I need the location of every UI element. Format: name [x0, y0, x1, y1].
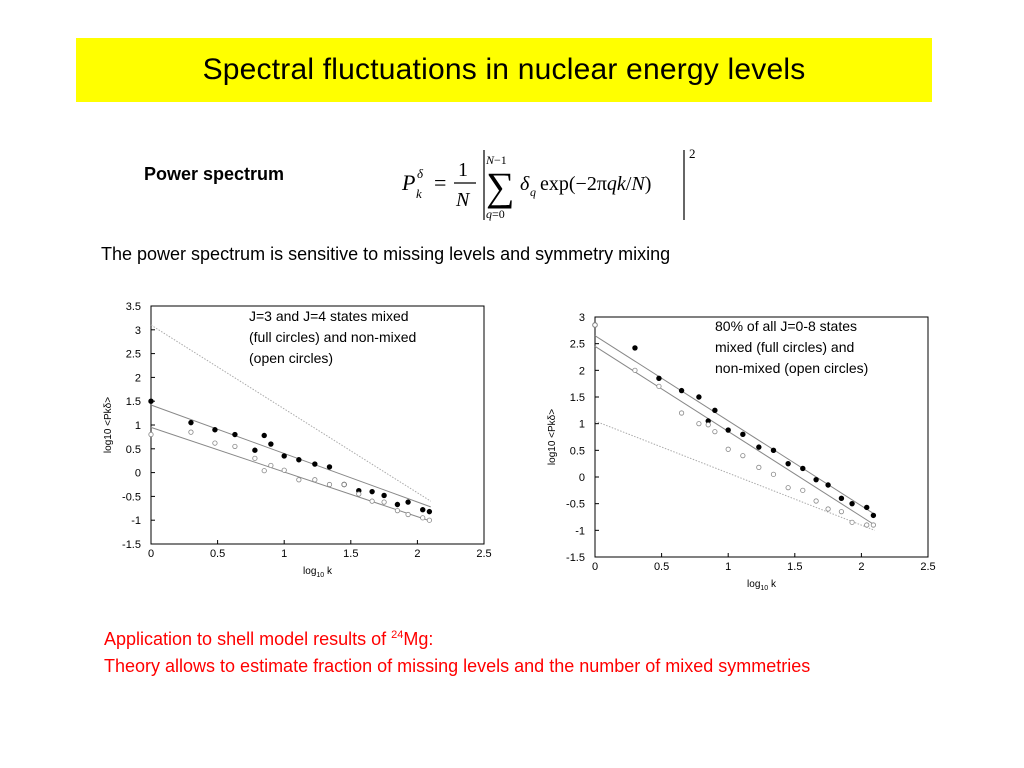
data-point-full — [713, 408, 718, 413]
data-point-open — [370, 499, 374, 503]
y-tick-label: 1.5 — [125, 396, 141, 409]
y-tick-label: -0.5 — [122, 491, 141, 504]
fit-line — [151, 427, 431, 521]
data-point-full — [382, 493, 387, 498]
data-point-open — [282, 468, 286, 472]
data-point-open — [406, 512, 410, 516]
data-point-full — [726, 428, 731, 433]
data-point-open — [786, 485, 790, 489]
data-point-full — [697, 395, 702, 400]
y-axis-label: log10 <Pkδ> — [103, 396, 114, 454]
data-point-full — [826, 483, 831, 488]
conclusion-line-1 — [104, 622, 810, 653]
data-point-full — [786, 461, 791, 466]
data-point-full — [406, 500, 411, 505]
y-tick-label: 0 — [134, 467, 141, 480]
x-tick-label: 2 — [858, 561, 865, 573]
data-point-full — [327, 465, 332, 470]
svg-text:q=0: q=0 — [486, 207, 505, 221]
data-point-open — [213, 441, 217, 445]
data-point-open — [313, 478, 317, 482]
data-point-open — [297, 478, 301, 482]
data-point-open — [726, 447, 730, 451]
data-point-open — [801, 488, 805, 492]
power-spectrum-formula — [398, 142, 708, 224]
svg-text:2: 2 — [689, 146, 696, 161]
y-tick-label: -1 — [575, 525, 585, 538]
y-tick-label: -1.5 — [566, 552, 585, 564]
data-point-full — [741, 432, 746, 437]
data-point-open — [633, 368, 637, 372]
data-point-full — [657, 376, 662, 381]
x-tick-label: 0 — [147, 548, 155, 560]
svg-text:δ: δ — [417, 166, 424, 181]
intro-text: The power spectrum is sensitive to missing levels and symmetry mixing — [101, 244, 671, 264]
x-tick-label: 1.5 — [343, 548, 359, 560]
data-point-open — [865, 523, 869, 527]
y-tick-label: -1 — [131, 515, 141, 528]
data-point-open — [421, 516, 425, 520]
x-tick-label: 2.5 — [920, 561, 936, 573]
title-band — [76, 38, 932, 102]
y-tick-label: 0.5 — [569, 445, 585, 458]
y-tick-label: 1.5 — [569, 392, 585, 404]
reference-line — [595, 421, 875, 530]
data-point-open — [839, 509, 843, 513]
x-tick-label: 1 — [281, 548, 288, 560]
data-point-open — [233, 444, 237, 448]
data-point-full — [282, 454, 287, 459]
x-tick-label: 0 — [591, 561, 599, 573]
svg-text:k: k — [416, 186, 422, 201]
data-point-full — [814, 477, 819, 482]
data-point-full — [633, 346, 638, 351]
y-axis-label: log10 <Pkδ> — [547, 408, 558, 466]
chart-right-annotation: 80% of all J=0-8 states mixed (full circles) and non-mixed (open circles) — [715, 318, 869, 376]
y-tick-label: 2.5 — [125, 348, 141, 361]
data-point-full — [427, 509, 432, 514]
y-tick-label: 2 — [578, 365, 585, 378]
y-tick-label: -0.5 — [566, 498, 585, 511]
data-point-full — [771, 448, 776, 453]
data-point-full — [253, 448, 258, 453]
data-point-full — [262, 433, 267, 438]
data-point-full — [149, 399, 154, 404]
svg-text:δ: δ — [520, 173, 530, 195]
x-axis-label: $\log_{10} k$ — [303, 566, 332, 579]
data-point-open — [382, 500, 386, 504]
power-spectrum-label: Power spectrum — [144, 164, 285, 184]
data-point-full — [370, 489, 375, 494]
data-point-full — [420, 507, 425, 512]
svg-text:=: = — [434, 170, 447, 195]
data-point-open — [395, 508, 399, 512]
data-point-full — [800, 466, 805, 471]
y-tick-label: -1.5 — [122, 539, 141, 551]
x-tick-label: 0.5 — [653, 561, 670, 573]
fit-line — [151, 405, 431, 507]
slide-title: Spectral fluctuations in nuclear energy levels — [202, 53, 806, 86]
data-point-open — [357, 492, 361, 496]
x-axis-label: $\log_{10} k$ — [747, 579, 776, 592]
data-point-open — [706, 423, 710, 427]
data-point-open — [871, 523, 875, 527]
data-point-open — [679, 411, 683, 415]
svg-text:∑: ∑ — [486, 164, 515, 209]
x-tick-label: 2 — [414, 548, 421, 560]
isotope-mass-number: 24 — [391, 629, 404, 641]
data-point-full — [850, 501, 855, 506]
data-point-open — [262, 468, 266, 472]
y-tick-label: 1 — [578, 418, 585, 431]
svg-text:exp(−2πqk/N): exp(−2πqk/N) — [540, 173, 652, 195]
svg-text:N−1: N−1 — [486, 153, 507, 167]
y-tick-label: 3 — [134, 324, 141, 337]
data-point-open — [771, 472, 775, 476]
data-point-open — [427, 518, 431, 522]
data-point-full — [233, 432, 238, 437]
svg-text:N: N — [456, 189, 470, 211]
x-tick-label: 1.5 — [787, 561, 803, 573]
chart-left-annotation: J=3 and J=4 states mixed (full circles) and non-mixed (open circles) — [249, 308, 417, 366]
x-tick-label: 0.5 — [209, 548, 226, 560]
data-point-open — [697, 421, 701, 425]
data-point-full — [864, 505, 869, 510]
y-tick-label: 0 — [578, 472, 585, 484]
data-point-full — [757, 445, 762, 450]
svg-text:P: P — [402, 170, 416, 195]
data-point-open — [327, 482, 331, 486]
data-point-full — [839, 496, 844, 501]
data-point-open — [741, 453, 745, 457]
data-point-open — [713, 429, 717, 433]
y-tick-label: 3 — [578, 312, 585, 324]
conclusion-line-2: Theory allows to estimate fraction of missing levels and the number of mixed symmetries — [104, 656, 811, 676]
data-point-full — [395, 502, 400, 507]
data-point-full — [679, 388, 684, 393]
data-point-open — [593, 323, 597, 327]
y-tick-label: 0.5 — [125, 443, 141, 456]
svg-text:1: 1 — [458, 159, 468, 181]
data-point-full — [213, 427, 218, 432]
conclusion-prefix: Application to shell model results of — [104, 629, 392, 649]
y-tick-label: 1 — [134, 420, 141, 432]
svg-text:q: q — [530, 185, 536, 199]
data-point-full — [313, 462, 318, 467]
y-tick-label: 2 — [134, 372, 141, 385]
data-point-open — [342, 482, 346, 486]
data-point-open — [657, 384, 661, 388]
data-point-open — [189, 430, 193, 434]
y-tick-label: 2.5 — [569, 338, 585, 351]
data-point-open — [826, 507, 830, 511]
data-point-open — [149, 432, 153, 436]
data-point-full — [189, 420, 194, 425]
data-point-open — [850, 520, 854, 524]
data-point-open — [269, 463, 273, 467]
data-point-full — [871, 513, 876, 518]
x-tick-label: 1 — [725, 561, 732, 573]
data-point-full — [269, 442, 274, 447]
data-point-open — [253, 456, 257, 460]
data-point-open — [757, 465, 761, 469]
conclusion-suffix: Mg: — [403, 629, 434, 649]
data-point-full — [297, 457, 302, 462]
x-tick-label: 2.5 — [476, 548, 492, 560]
conclusion — [104, 622, 810, 680]
y-tick-label: 3.5 — [125, 301, 141, 313]
data-point-open — [814, 499, 818, 503]
